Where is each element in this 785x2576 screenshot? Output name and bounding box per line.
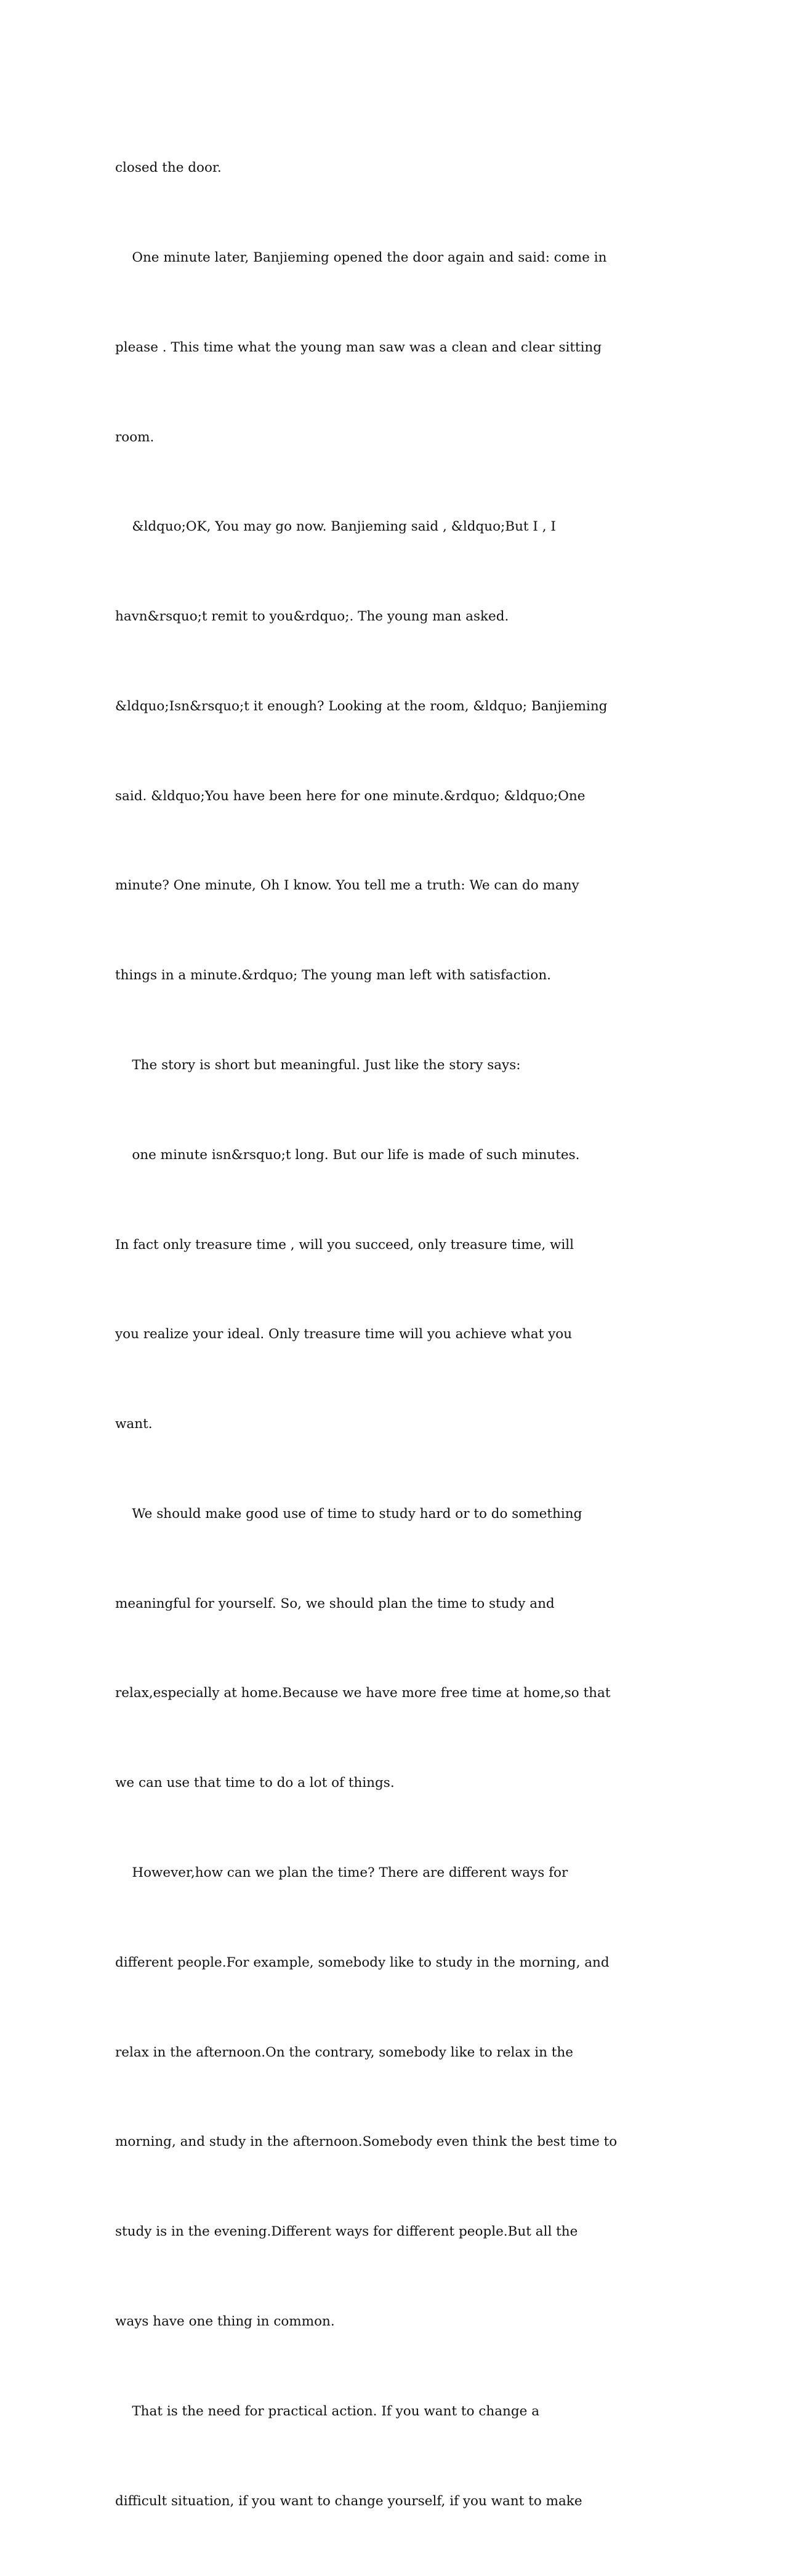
- text-line: relax,especially at home.Because we have more free time at home,so that: [115, 1685, 611, 1701]
- text-line: you realize your ideal. Only treasure time will you achieve what you: [115, 1326, 573, 1342]
- body-text: [115, 94, 669, 2576]
- text-line: One minute later, Banjieming opened the door again and said: come in: [115, 249, 607, 265]
- text-line: &ldquo;Isn&rsquo;t it enough? Looking at the room, &ldquo; Banjieming: [115, 698, 608, 714]
- text-line: minute? One minute, Oh I know. You tell me a truth: We can do many: [115, 878, 579, 894]
- text-line: difficult situation, if you want to change yourself, if you want to make: [115, 2493, 582, 2509]
- text-line: please . This time what the young man saw was a clean and clear sitting: [115, 339, 602, 355]
- text-line: relax in the afternoon.On the contrary, somebody like to relax in the: [115, 2044, 573, 2060]
- text-line: different people.For example, somebody like to study in the morning, and: [115, 1954, 610, 1970]
- text-line: In fact only treasure time , will you succeed, only treasure time, will: [115, 1237, 574, 1253]
- text-line: meaningful for yourself. So, we should plan the time to study and: [115, 1595, 555, 1611]
- text-line: we can use that time to do a lot of things.: [115, 1775, 395, 1791]
- text-line: things in a minute.&rdquo; The young man left with satisfaction.: [115, 968, 552, 984]
- text-line: closed the door.: [115, 160, 222, 176]
- text-line: However,how can we plan the time? There are different ways for: [115, 1865, 568, 1881]
- text-line: We should make good use of time to study hard or to do something: [115, 1506, 582, 1522]
- text-line: &ldquo;OK, You may go now. Banjieming said , &ldquo;But I , I: [115, 519, 556, 535]
- text-line: ways have one thing in common.: [115, 2313, 335, 2329]
- text-line: room.: [115, 429, 155, 445]
- text-line: study is in the evening.Different ways for different people.But all the: [115, 2224, 578, 2240]
- text-line: That is the need for practical action. If you want to change a: [115, 2403, 540, 2419]
- text-line: morning, and study in the afternoon.Somebody even think the best time to: [115, 2134, 618, 2150]
- text-line: want.: [115, 1416, 153, 1432]
- text-line: The story is short but meaningful. Just like the story says:: [115, 1057, 521, 1073]
- text-line: said. &ldquo;You have been here for one minute.&rdquo; &ldquo;One: [115, 788, 586, 804]
- text-line: havn&rsquo;t remit to you&rdquo;. The young man asked.: [115, 609, 509, 625]
- text-line: one minute isn&rsquo;t long. But our life is made of such minutes.: [115, 1147, 580, 1163]
